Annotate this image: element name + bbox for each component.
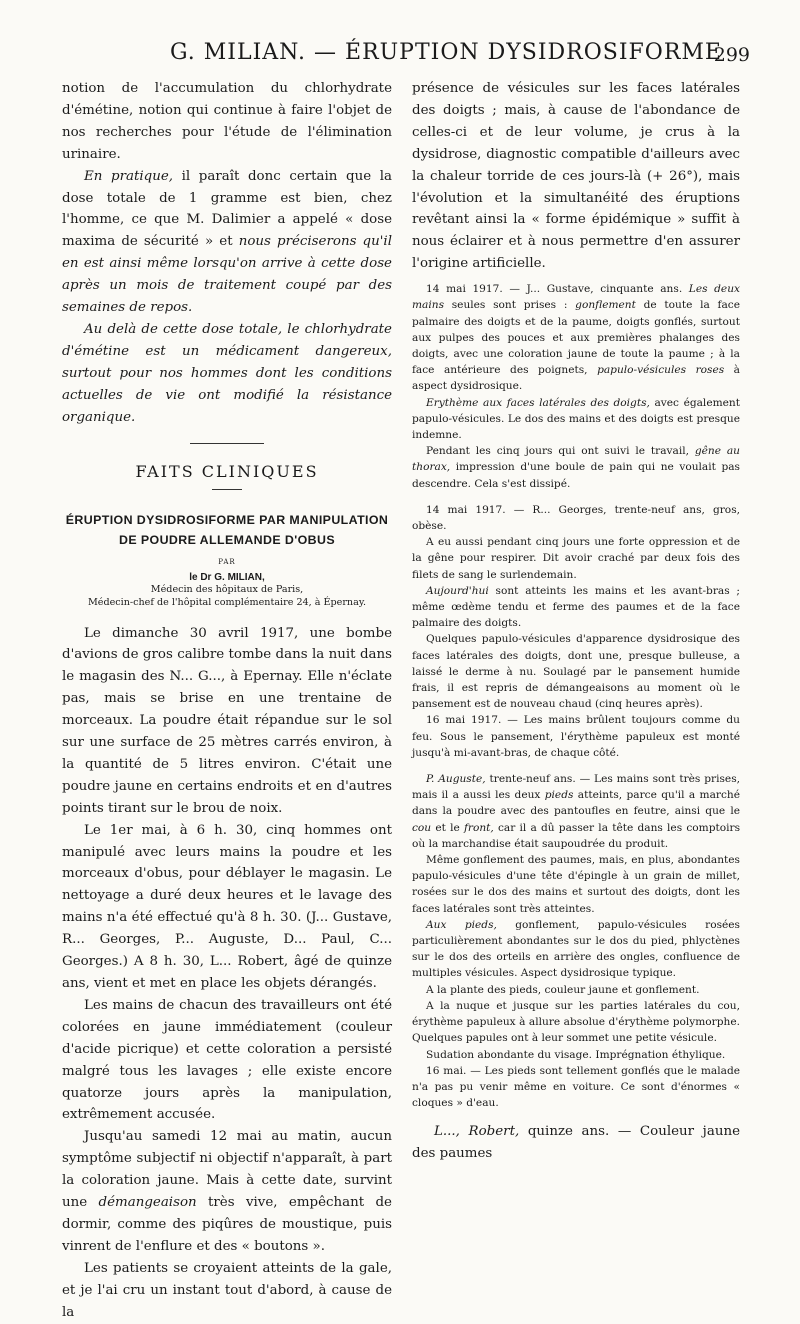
italic-text: cou [412, 821, 432, 834]
case-1 [412, 281, 740, 492]
paragraph: Le 1er mai, à 6 h. 30, cinq hommes ont manipulé avec leurs mains la poudre et les morceaux d'obus, pour déblayer le magasin. Le nettoyage a duré deux heures et le lavage des mains n'a été effectué qu'à 8 h. 30. (J... Gustave, R... Georges, P... Auguste, D... Paul, C... Georges.) A 8 h. 30, L... Robert, âgé de quinze ans, vient et met en place les objets dérangés. [62, 822, 392, 991]
paragraph: Les mains de chacun des travailleurs ont été colorées en jaune immédiatement (couleur d'acide picrique) et cette coloration a persisté malgré tous les lavages ; elle existe encore quatorze jours après la manipulation, extrêmement accusée. [62, 997, 392, 1123]
text: de toute la face palmaire des doigts et de la paume, doigts gonflés, surtout aux pulpes des pouces et aux premières phalanges des doigts, avec une coloration jaune de toute la paume ; à la face antérieure des poignets, [412, 299, 740, 377]
italic-text: gêne au thorax, [412, 445, 740, 474]
paragraph [412, 443, 740, 492]
text: à aspect dysidrosique. [412, 364, 740, 393]
paragraph: A la plante des pieds, couleur jaune et gonflement. [426, 983, 700, 996]
text: car il a dû passer la tête dans les comptoirs où la marchandise était saupoudrée du produit. [412, 821, 741, 850]
divider [212, 489, 242, 490]
italic-text: L..., Robert, [434, 1124, 520, 1140]
text: il paraît donc certain que la dose totale de 1 gramme est bien, chez l'homme, ce que M. Dalimier a appelé « dose maxima de sécurité » et [62, 168, 392, 250]
paragraph: Au delà de cette dose totale, le chlorhydrate d'émétine est un médicament dangereux, surtout pour nos hommes dont les conditions actuelles de vie ont modifié la résistance organique. [62, 321, 392, 425]
right-column [412, 78, 740, 1165]
article-title: ÉRUPTION DYSIDROSIFORME PAR MANIPULATION DE POUDRE ALLEMANDE D'OBUS [65, 512, 389, 547]
paragraph: Le dimanche 30 avril 1917, une bombe d'avions de gros calibre tombe dans la nuit dans le magasin des N... G..., à Epernay. Elle n'éclate pas, mais se brise en une trentaine de morceaux. La poudre était répandue sur le sol sur une surface de 25 mètres carrés environ, à la quantité de 5 litres environ. C'était une poudre jaune en certains endroits et en d'autres points tirant sur le brou de noix. [62, 625, 392, 816]
paragraph [62, 166, 392, 319]
page-number: 299 [713, 44, 750, 66]
italic-text: Aujourd'hui [426, 584, 489, 597]
italic-text: démangeaison [98, 1195, 197, 1211]
italic-text: pieds [544, 789, 574, 802]
running-header [60, 40, 750, 72]
italic-text: gonflement [575, 299, 636, 312]
divider [190, 443, 264, 444]
paragraph [62, 1126, 392, 1257]
paragraph: présence de vésicules sur les faces latérales des doigts ; mais, à cause de l'abondance de celles-ci et de leur volume, je crus à la dysidrose, diagnostic compatible d'ailleurs avec la chaleur torride de ces jours-là (+ 26°), mais l'évolution et la simultanéité des éruptions revêtant ainsi la « forme épidémique » suffit à nous éclairer et à nous permettre d'en assurer l'origine artificielle. [412, 81, 740, 272]
paragraph: Quelques papulo-vésicules d'apparence dysidrosique des faces latérales des doigts, dont une, presque bulleuse, a laissé le derme à nu. Soulagé par le pansement humide frais, il est repris de démangeaisons au moment où le pansement est de nouveau chaud (cinq heures après). [412, 633, 740, 711]
paragraph: 16 mai. — Les pieds sont tellement gonflés que le malade n'a pas pu venir même en voiture. Ce sont d'énormes « cloques » d'eau. [412, 1064, 740, 1110]
case-4 [412, 1121, 740, 1165]
running-title: G. MILIAN. — ÉRUPTION DYSIDROSIFORME [170, 40, 722, 65]
paragraph: Sudation abondante du visage. Imprégnation éthylique. [426, 1048, 726, 1061]
text: trente-neuf ans. — Les mains sont très prises, mais il a aussi les deux [412, 773, 740, 802]
text: très vive, empêchant de dormir, comme des piqûres de moustique, puis vinrent de l'enflure et des « boutons ». [62, 1195, 392, 1254]
italic-text: nous préciserons qu'il en est ainsi même lorsqu'on arrive à cette dose après un mois de traitement coupé par des semaines de repos. [62, 234, 392, 316]
paragraph [412, 917, 740, 982]
author-name: le Dr G. MILIAN, [189, 571, 265, 583]
text: gonflement, papulo-vésicules rosées particulièrement abondantes sur le dos du pied, phlyctènes sur le dos des orteils en arrière des ongles, confluence de multiples vésicules. Aspect dysidrosique typique. [412, 918, 740, 980]
italic-text: front, [463, 821, 494, 834]
italic-text: Aux pieds, [426, 918, 497, 931]
paragraph [412, 395, 740, 444]
paragraph: Les patients se croyaient atteints de la gale, et je l'ai cru un instant tout d'abord, à cause de la [62, 1260, 392, 1320]
italic-text: P. Auguste, [426, 773, 486, 786]
paragraph [412, 281, 740, 394]
italic-text: Erythème aux faces latérales des doigts, [426, 396, 650, 409]
italic-text: Les deux mains [412, 283, 740, 312]
text: seules sont prises : [444, 299, 576, 312]
text: Pendant les cinq jours qui ont suivi le travail, [426, 445, 695, 458]
paragraph [412, 583, 740, 632]
text: avec également papulo-vésicules. Le dos des mains et des doigts est presque indemne. [412, 396, 740, 441]
paragraph: notion de l'accumulation du chlorhydrate d'émétine, notion qui continue à faire l'objet de nos recherches pour l'étude de l'élimination urinaire. [62, 81, 392, 162]
paragraph [412, 1121, 740, 1165]
paragraph: Même gonflement des paumes, mais, en plus, abondantes papulo-vésicules d'une tête d'épingle à un grain de millet, rosées sur le dos des mains et surtout des doigts, dont les faces latérales sont très atteintes. [412, 854, 740, 915]
author-affiliation: Médecin-chef de l'hôpital complémentaire 24, à Épernay. [87, 596, 367, 608]
case-2 [412, 502, 740, 761]
case-3 [412, 771, 740, 1111]
paragraph: 16 mai 1917. — Les mains brûlent toujours comme du feu. Sous le pansement, l'érythème papuleux est monté jusqu'à mi-avant-bras, de chaque côté. [412, 714, 740, 759]
text: sont atteints les mains et les avant-bras ; même œdème tendu et ferme des paumes et de la face palmaire des doigts. [412, 584, 740, 630]
text: 14 mai 1917. — J... Gustave, cinquante ans. [426, 283, 689, 296]
text: impression d'une boule de pain qui ne voulait pas descendre. Cela s'est dissipé. [412, 461, 740, 490]
text: quinze ans. — Couleur jaune des paumes [412, 1124, 740, 1162]
byline-par: PAR [218, 557, 236, 566]
section-title: FAITS CLINIQUES [135, 461, 319, 481]
paragraph: 14 mai 1917. — R... Georges, trente-neuf ans, gros, obèse. [412, 503, 740, 532]
left-column [62, 78, 392, 1324]
text: Jusqu'au samedi 12 mai au matin, aucun symptôme subjectif ni objectif n'apparaît, à part la coloration jaune. Mais à cette date, survint une [62, 1129, 392, 1211]
text: atteints, parce qu'il a marché dans la poudre avec des pantoufles en feutre, ainsi que le [412, 789, 740, 818]
italic-text: En pratique, [84, 168, 173, 184]
italic-text: papulo-vésicules roses [597, 364, 725, 377]
paragraph: A eu aussi pendant cinq jours une forte oppression et de la gêne pour respirer. Dit avoir craché par deux fois des filets de sang le surlendemain. [412, 536, 740, 581]
paragraph: A la nuque et jusque sur les parties latérales du cou, érythème papuleux à allure absolue d'érythème polymorphe. Quelques papules ont à leur sommet une petite vésicule. [412, 999, 740, 1045]
author-affiliation: Médecin des hôpitaux de Paris, [150, 583, 304, 595]
text: et le [431, 821, 464, 834]
paragraph [412, 771, 740, 852]
